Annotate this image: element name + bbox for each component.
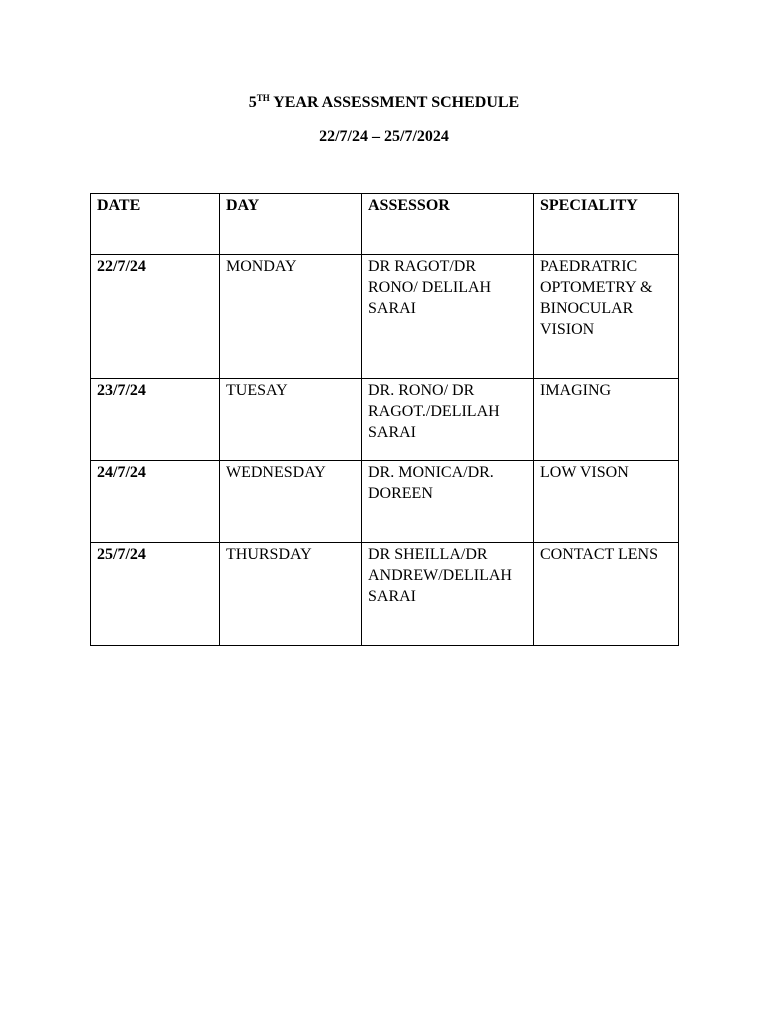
table-row [91, 543, 679, 646]
date-cell: 25/7/24 [91, 543, 220, 646]
speciality-cell: LOW VISON [534, 461, 679, 543]
title-rest: YEAR ASSESSMENT SCHEDULE [269, 94, 520, 111]
speciality-cell: PAEDRATRIC OPTOMETRY & BINOCULAR VISION [534, 255, 679, 379]
date-cell: 22/7/24 [91, 255, 220, 379]
table-header-row [91, 194, 679, 255]
date-cell: 23/7/24 [91, 379, 220, 461]
date-range: 22/7/24 – 25/7/2024 [319, 128, 449, 145]
assessor-cell: DR. RONO/ DR RAGOT./DELILAH SARAI [362, 379, 534, 461]
page-title [0, 93, 768, 113]
assessor-cell: DR RAGOT/DR RONO/ DELILAH SARAI [362, 255, 534, 379]
table-row [91, 255, 679, 379]
speciality-cell: CONTACT LENS [534, 543, 679, 646]
day-cell: MONDAY [220, 255, 362, 379]
header-date: DATE [91, 194, 220, 255]
header-day: DAY [220, 194, 362, 255]
assessor-cell: DR. MONICA/DR. DOREEN [362, 461, 534, 543]
day-cell: TUESAY [220, 379, 362, 461]
header-speciality: SPECIALITY [534, 194, 679, 255]
header-assessor: ASSESSOR [362, 194, 534, 255]
table-row [91, 461, 679, 543]
day-cell: THURSDAY [220, 543, 362, 646]
title-prefix: 5 [248, 94, 257, 111]
schedule-table [90, 193, 679, 646]
assessor-cell: DR SHEILLA/DR ANDREW/DELILAH SARAI [362, 543, 534, 646]
table-row [91, 379, 679, 461]
date-cell: 24/7/24 [91, 461, 220, 543]
speciality-cell: IMAGING [534, 379, 679, 461]
title-superscript: TH [256, 93, 270, 103]
day-cell: WEDNESDAY [220, 461, 362, 543]
